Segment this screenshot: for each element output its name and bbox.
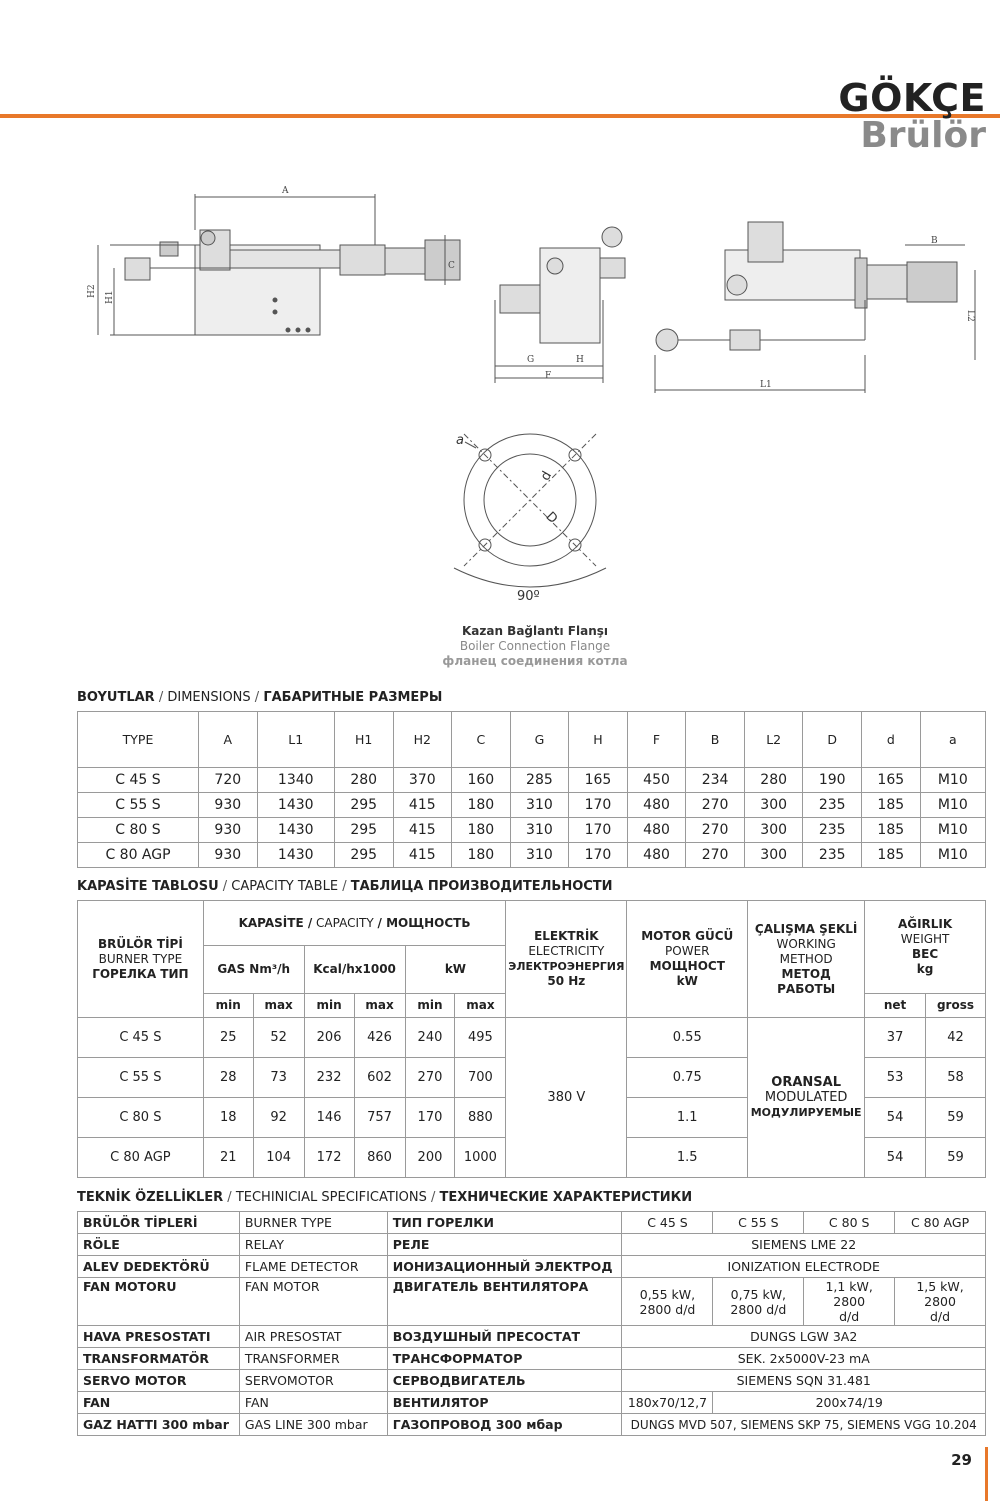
dimension-cell: 1430 bbox=[257, 793, 334, 818]
capacity-cell-kw-min: 270 bbox=[405, 1058, 455, 1098]
electricity-value: 380 V bbox=[506, 1018, 627, 1178]
working-method-header: ÇALIŞMA ŞEKLİ WORKING METHOD МЕТОД РАБОТЫ bbox=[748, 901, 865, 1018]
dimension-cell: 480 bbox=[627, 818, 686, 843]
flange-caption-en: Boiler Connection Flange bbox=[459, 639, 611, 653]
dimension-column-header: A bbox=[199, 712, 258, 768]
dimension-cell: 285 bbox=[510, 768, 569, 793]
dimension-cell: 1340 bbox=[257, 768, 334, 793]
kcal-unit-header: Kcal/hx1000 bbox=[304, 946, 405, 994]
weight-net-value: 54 bbox=[865, 1098, 926, 1138]
flange-label-D: D bbox=[542, 509, 561, 527]
dimension-cell: 1430 bbox=[257, 818, 334, 843]
spec-row-burner-type: BRÜLÖR TİPLERİ BURNER TYPE ТИП ГОРЕЛКИ C 45 S C 55 S C 80 S C 80 AGP bbox=[78, 1212, 986, 1234]
capacity-cell-type: C 80 S bbox=[78, 1098, 204, 1138]
dim-label-C: C bbox=[448, 261, 455, 271]
min-header: min bbox=[304, 994, 354, 1018]
dimension-cell: 170 bbox=[569, 793, 628, 818]
electricity-header: ELEKTRİK ELECTRICITY ЭЛЕКТРОЭНЕРГИЯ 50 Hz bbox=[506, 901, 627, 1018]
specs-table bbox=[77, 1211, 986, 1436]
gas-unit-header: GAS Nm³/h bbox=[203, 946, 304, 994]
capacity-cell-type: C 55 S bbox=[78, 1058, 204, 1098]
dimension-row bbox=[78, 843, 986, 868]
dimension-cell: 270 bbox=[686, 818, 745, 843]
working-method-value: ORANSAL MODULATED МОДУЛИРУЕМЫЕ bbox=[748, 1018, 865, 1178]
spec-row-gas-line: GAZ HATTI 300 mbar GAS LINE 300 mbar ГАЗОПРОВОД 300 мбар DUNGS MVD 507, SIEMENS SKP 75, SIEMENS VGG 10.204 bbox=[78, 1414, 986, 1436]
capacity-cell-gas-min: 25 bbox=[203, 1018, 253, 1058]
dim-label-H1: H1 bbox=[105, 290, 115, 304]
dimension-cell: 235 bbox=[803, 793, 862, 818]
front-view-drawing bbox=[495, 227, 625, 383]
dimension-cell: 310 bbox=[510, 818, 569, 843]
brand-name: GÖKÇE bbox=[838, 76, 986, 120]
dimension-cell: 450 bbox=[627, 768, 686, 793]
dimension-cell: 415 bbox=[393, 793, 452, 818]
capacity-title: KAPASİTE TABLOSU / CAPACITY TABLE / ТАБЛИЦА ПРОИЗВОДИТЕЛЬНОСТИ bbox=[77, 879, 613, 894]
dimensions-table bbox=[77, 711, 986, 868]
dimension-cell: C 80 AGP bbox=[78, 843, 199, 868]
dimension-cell: C 45 S bbox=[78, 768, 199, 793]
dimension-cell: 415 bbox=[393, 843, 452, 868]
motor-power-header: MOTOR GÜCÜ POWER МОЩНОСТ kW bbox=[627, 901, 748, 1018]
gross-header: gross bbox=[926, 994, 986, 1018]
dimension-cell: 165 bbox=[862, 768, 921, 793]
dimension-cell: 185 bbox=[862, 793, 921, 818]
dimension-cell: 235 bbox=[803, 818, 862, 843]
dimension-cell: 185 bbox=[862, 843, 921, 868]
min-header: min bbox=[203, 994, 253, 1018]
flange-angle-label: 90º bbox=[517, 589, 540, 604]
spec-row-air-presostat: HAVA PRESOSTATI AIR PRESOSTAT ВОЗДУШНЫЙ ПРЕСОСТАТ DUNGS LGW 3A2 bbox=[78, 1326, 986, 1348]
dimension-cell: 295 bbox=[334, 843, 393, 868]
dimension-cell: 930 bbox=[199, 793, 258, 818]
dim-label-A: A bbox=[282, 186, 289, 196]
spec-row-fan: FAN FAN ВЕНТИЛЯТОР 180x70/12,7 200x74/19 bbox=[78, 1392, 986, 1414]
dim-label-L1: L1 bbox=[760, 380, 772, 390]
dimension-cell: 415 bbox=[393, 818, 452, 843]
dimension-cell: 160 bbox=[452, 768, 511, 793]
capacity-cell-kcal-min: 146 bbox=[304, 1098, 354, 1138]
dimension-column-header: a bbox=[920, 712, 985, 768]
dimension-cell: M10 bbox=[920, 793, 985, 818]
dimension-cell: 280 bbox=[334, 768, 393, 793]
weight-gross-value: 59 bbox=[926, 1098, 986, 1138]
capacity-cell-gas-min: 18 bbox=[203, 1098, 253, 1138]
capacity-cell-kcal-min: 206 bbox=[304, 1018, 354, 1058]
dimension-cell: 310 bbox=[510, 843, 569, 868]
weight-net-value: 54 bbox=[865, 1138, 926, 1178]
motor-power-value: 1.1 bbox=[627, 1098, 748, 1138]
dimension-cell: M10 bbox=[920, 818, 985, 843]
burner-drawings bbox=[0, 180, 1000, 400]
capacity-table bbox=[77, 900, 986, 1178]
dimension-cell: 1430 bbox=[257, 843, 334, 868]
dimension-cell: 170 bbox=[569, 818, 628, 843]
spec-row-flame-detector: ALEV DEDEKTÖRÜ FLAME DETECTOR ИОНИЗАЦИОННЫЙ ЭЛЕКТРОД IONIZATION ELECTRODE bbox=[78, 1256, 986, 1278]
boiler-flange-drawing bbox=[440, 428, 620, 608]
spec-row-servo-motor: SERVO MOTOR SERVOMOTOR СЕРВОДВИГАТЕЛЬ SIEMENS SQN 31.481 bbox=[78, 1370, 986, 1392]
dimensions-title: BOYUTLAR / DIMENSIONS / ГАБАРИТНЫЕ РАЗМЕРЫ bbox=[77, 690, 443, 705]
dimension-cell: 180 bbox=[452, 843, 511, 868]
flange-label-d: d bbox=[537, 468, 556, 484]
flange-caption bbox=[380, 624, 690, 669]
capacity-cell-gas-min: 21 bbox=[203, 1138, 253, 1178]
dimension-row bbox=[78, 768, 986, 793]
dimension-cell: 235 bbox=[803, 843, 862, 868]
page-number: 29 bbox=[951, 1451, 972, 1469]
page-accent-bar bbox=[985, 1447, 988, 1501]
dimension-cell: 300 bbox=[744, 843, 803, 868]
dimension-column-header: H2 bbox=[393, 712, 452, 768]
dimension-cell: 370 bbox=[393, 768, 452, 793]
weight-gross-value: 58 bbox=[926, 1058, 986, 1098]
capacity-cell-kcal-min: 232 bbox=[304, 1058, 354, 1098]
dimension-cell: 295 bbox=[334, 793, 393, 818]
capacity-cell-type: C 80 AGP bbox=[78, 1138, 204, 1178]
dimension-cell: 930 bbox=[199, 843, 258, 868]
dimension-cell: 170 bbox=[569, 843, 628, 868]
capacity-cell-kcal-min: 172 bbox=[304, 1138, 354, 1178]
capacity-cell-gas-max: 104 bbox=[253, 1138, 304, 1178]
capacity-header: KAPASİTE / CAPACITY / МОЩНОСТЬ bbox=[203, 901, 506, 946]
kw-unit-header: kW bbox=[405, 946, 506, 994]
capacity-cell-kcal-max: 426 bbox=[354, 1018, 405, 1058]
capacity-cell-kw-max: 880 bbox=[455, 1098, 506, 1138]
capacity-cell-kcal-max: 860 bbox=[354, 1138, 405, 1178]
max-header: max bbox=[354, 994, 405, 1018]
dimension-cell: 165 bbox=[569, 768, 628, 793]
dimension-column-header: B bbox=[686, 712, 745, 768]
min-header: min bbox=[405, 994, 455, 1018]
capacity-cell-gas-min: 28 bbox=[203, 1058, 253, 1098]
capacity-cell-kw-min: 200 bbox=[405, 1138, 455, 1178]
motor-power-value: 0.55 bbox=[627, 1018, 748, 1058]
capacity-cell-kw-min: 170 bbox=[405, 1098, 455, 1138]
max-header: max bbox=[455, 994, 506, 1018]
side-view-drawing bbox=[98, 194, 460, 335]
flange-label-a: a bbox=[456, 433, 464, 448]
spec-row-relay: RÖLE RELAY РЕЛЕ SIEMENS LME 22 bbox=[78, 1234, 986, 1256]
dimension-cell: 300 bbox=[744, 793, 803, 818]
weight-gross-value: 59 bbox=[926, 1138, 986, 1178]
dimension-cell: C 55 S bbox=[78, 793, 199, 818]
capacity-cell-kw-min: 240 bbox=[405, 1018, 455, 1058]
dimension-column-header: C bbox=[452, 712, 511, 768]
brand-logo bbox=[838, 78, 986, 154]
capacity-cell-kw-max: 1000 bbox=[455, 1138, 506, 1178]
dimension-cell: 180 bbox=[452, 793, 511, 818]
burner-type-header: BRÜLÖR TİPİ BURNER TYPE ГОРЕЛКА ТИП bbox=[78, 901, 204, 1018]
capacity-row bbox=[78, 1018, 986, 1058]
dimension-cell: 270 bbox=[686, 843, 745, 868]
capacity-cell-kw-max: 700 bbox=[455, 1058, 506, 1098]
spec-row-fan-motor: FAN MOTORU FAN MOTOR ДВИГАТЕЛЬ ВЕНТИЛЯТОРА 0,55 kW, 2800 d/d 0,75 kW, 2800 d/d 1,1 kW, 2800 d/d 1,5 kW, 2800 d/d bbox=[78, 1278, 986, 1326]
motor-power-value: 1.5 bbox=[627, 1138, 748, 1178]
dimension-cell: 480 bbox=[627, 843, 686, 868]
dimension-cell: 300 bbox=[744, 818, 803, 843]
max-header: max bbox=[253, 994, 304, 1018]
dimension-column-header: TYPE bbox=[78, 712, 199, 768]
dimension-cell: 280 bbox=[744, 768, 803, 793]
capacity-cell-gas-max: 73 bbox=[253, 1058, 304, 1098]
weight-gross-value: 42 bbox=[926, 1018, 986, 1058]
dimension-cell: 185 bbox=[862, 818, 921, 843]
dimension-cell: 190 bbox=[803, 768, 862, 793]
dimension-row bbox=[78, 818, 986, 843]
dimension-column-header: H bbox=[569, 712, 628, 768]
dim-label-H: H bbox=[576, 355, 584, 365]
dimension-cell: M10 bbox=[920, 768, 985, 793]
dimension-cell: C 80 S bbox=[78, 818, 199, 843]
dimensions-header-row bbox=[78, 712, 986, 768]
dimension-column-header: H1 bbox=[334, 712, 393, 768]
top-view-drawing bbox=[655, 222, 975, 393]
dimension-cell: 930 bbox=[199, 818, 258, 843]
capacity-cell-kw-max: 495 bbox=[455, 1018, 506, 1058]
weight-net-value: 37 bbox=[865, 1018, 926, 1058]
dimension-cell: M10 bbox=[920, 843, 985, 868]
dimension-column-header: L1 bbox=[257, 712, 334, 768]
flange-caption-tr: Kazan Bağlantı Flanşı bbox=[461, 624, 609, 638]
flange-caption-ru: фланец соединения котла bbox=[442, 654, 628, 668]
net-header: net bbox=[865, 994, 926, 1018]
dimension-cell: 310 bbox=[510, 793, 569, 818]
spec-row-transformer: TRANSFORMATÖR TRANSFORMER ТРАНСФОРМАТОР SEK. 2x5000V-23 mA bbox=[78, 1348, 986, 1370]
motor-power-value: 0.75 bbox=[627, 1058, 748, 1098]
capacity-cell-gas-max: 52 bbox=[253, 1018, 304, 1058]
dimension-column-header: L2 bbox=[744, 712, 803, 768]
dimension-cell: 720 bbox=[199, 768, 258, 793]
dim-label-G: G bbox=[527, 355, 535, 365]
dimension-cell: 480 bbox=[627, 793, 686, 818]
dimension-column-header: G bbox=[510, 712, 569, 768]
dim-label-B: B bbox=[931, 236, 938, 246]
dimension-column-header: D bbox=[803, 712, 862, 768]
capacity-cell-gas-max: 92 bbox=[253, 1098, 304, 1138]
capacity-cell-type: C 45 S bbox=[78, 1018, 204, 1058]
dimension-cell: 270 bbox=[686, 793, 745, 818]
capacity-cell-kcal-max: 757 bbox=[354, 1098, 405, 1138]
dim-label-F: F bbox=[545, 371, 552, 381]
dim-label-L2: L2 bbox=[965, 310, 975, 322]
dim-label-H2: H2 bbox=[87, 284, 97, 298]
dimension-column-header: F bbox=[627, 712, 686, 768]
dimension-row bbox=[78, 793, 986, 818]
dimension-cell: 234 bbox=[686, 768, 745, 793]
dimension-column-header: d bbox=[862, 712, 921, 768]
brand-subname: Brülör bbox=[860, 115, 986, 156]
specs-title: TEKNİK ÖZELLİKLER / TECHINICIAL SPECIFICATIONS / ТЕХНИЧЕСКИЕ ХАРАКТЕРИСТИКИ bbox=[77, 1190, 693, 1205]
weight-header: AĞIRLIK WEIGHT ВЕС kg bbox=[865, 901, 986, 994]
dimension-cell: 295 bbox=[334, 818, 393, 843]
capacity-cell-kcal-max: 602 bbox=[354, 1058, 405, 1098]
dimension-cell: 180 bbox=[452, 818, 511, 843]
weight-net-value: 53 bbox=[865, 1058, 926, 1098]
